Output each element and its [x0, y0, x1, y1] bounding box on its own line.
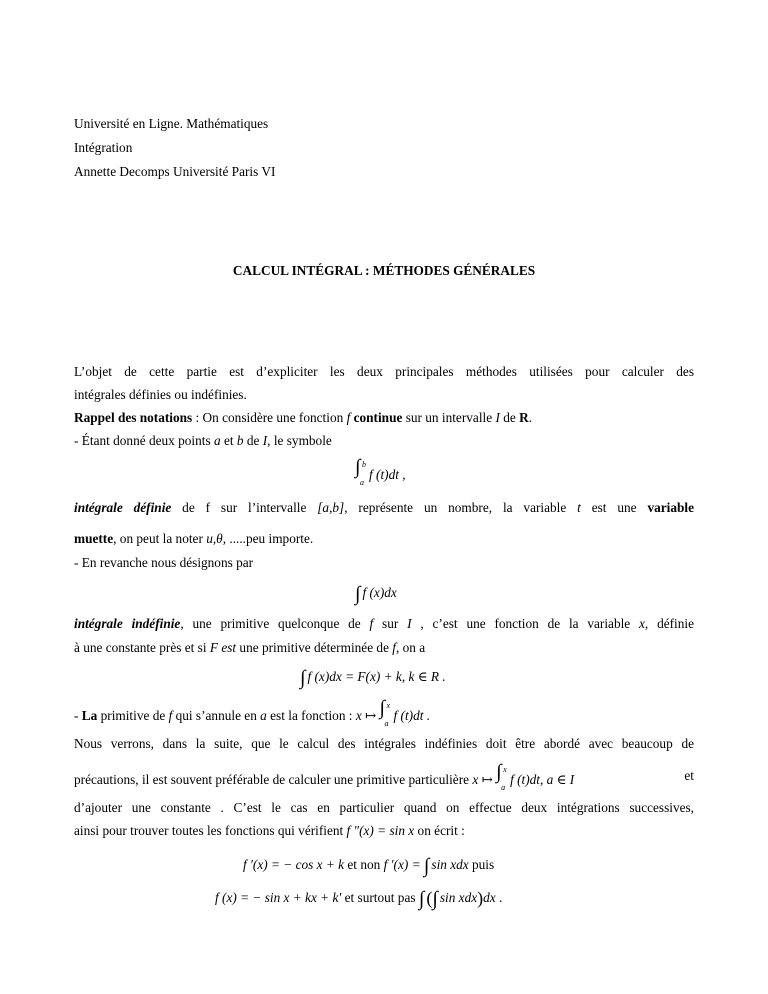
integrand: f (x)dx	[362, 585, 397, 600]
upper-limit: x	[503, 765, 507, 774]
text: puis	[468, 857, 495, 872]
header-line-2: Intégration	[74, 140, 133, 155]
text: sur	[373, 616, 408, 631]
math-b: b	[236, 433, 244, 448]
item-2: - En revanche nous désignons par	[74, 555, 254, 570]
math-f: f	[369, 616, 374, 631]
math-vars: u,θ,	[206, 531, 227, 546]
integral-sign: ∫ b a	[355, 463, 365, 479]
text: .	[528, 410, 533, 425]
text: et	[220, 433, 237, 448]
header-line-1: Université en Ligne. Mathématiques	[74, 116, 269, 131]
text: de	[499, 410, 520, 425]
integrand: sin xdx	[431, 857, 469, 872]
indefinite-def-line	[74, 616, 694, 632]
math-I: I	[495, 410, 500, 425]
integral-sign: ∫ x a	[380, 704, 390, 720]
text: ainsi pour trouver toutes les fonctions qui vérifient	[74, 823, 347, 838]
def-label: intégrale définie	[74, 500, 172, 515]
equation-inline: f ″(x) = sin x	[346, 823, 415, 838]
text: à une constante près et si	[74, 640, 210, 655]
lower-limit: a	[384, 719, 389, 728]
integrand: f (t)dt .	[393, 708, 431, 723]
definite-def-line	[74, 500, 694, 516]
muette-line	[74, 531, 313, 547]
constant-line	[74, 640, 425, 656]
math-f: f	[168, 708, 173, 723]
paren-close: )	[477, 888, 484, 908]
text: .....peu importe.	[226, 531, 314, 546]
text: précautions, il est souvent préférable de calculer une primitive particulière	[74, 772, 470, 787]
equation-body: f (x)dx = F(x) + k, k ∈ R .	[307, 669, 446, 684]
integral-sign: ∫ x a	[496, 768, 506, 784]
equation-definite-integral	[355, 456, 406, 487]
text: , c’est une fonction de la variable	[411, 616, 640, 631]
item-3	[74, 697, 431, 728]
continue-bold: continue	[353, 410, 403, 425]
equation-left: f ′(x) = − cos x + k	[243, 857, 345, 872]
integral-sign-inner: ∫	[432, 888, 438, 910]
equation-function	[215, 888, 503, 910]
integral-sign-outer: ∫	[418, 888, 425, 910]
upper-limit: b	[362, 460, 366, 469]
integrand-outer: dx	[483, 890, 496, 905]
paragraph-2-line-1: Nous verrons, dans la suite, que le calcul des intégrales indéfinies doit être abordé avec beaucoup de	[74, 736, 694, 751]
math-a: a	[260, 708, 267, 723]
muette-bold: muette	[74, 531, 114, 546]
equation-indefinite-integral	[355, 583, 397, 605]
intro-line-1: L’objet de cette partie est d’expliciter les deux principales méthodes utilisées pour calculer des	[74, 364, 694, 379]
header-line-3: Annette Decomps Université Paris VI	[74, 164, 276, 179]
paragraph-2-line-3: d’ajouter une constante . C’est le cas en particulier quand on effectue deux intégrations successives,	[74, 800, 694, 815]
lower-limit: a	[501, 783, 506, 792]
intro-line-2: intégrales définies ou indéfinies.	[74, 387, 247, 402]
upper-limit: x	[386, 701, 391, 710]
interval: [a,b]	[317, 500, 345, 515]
text: et non	[344, 857, 384, 872]
indef-label: intégrale indéfinie	[74, 616, 181, 631]
text: est une	[580, 500, 648, 515]
text: et	[684, 768, 694, 783]
math-t: t	[577, 500, 581, 515]
text: , une primitive quelconque de	[180, 616, 370, 631]
text: qui s’annule en	[172, 708, 261, 723]
text: primitive de	[97, 708, 169, 723]
equation-derivative	[243, 855, 495, 877]
math-a: a	[213, 433, 221, 448]
maps-to: x ↦	[355, 708, 377, 723]
integral-sign: ∫	[423, 855, 430, 877]
integral-sign: ∫	[355, 583, 361, 605]
math-R: R	[519, 410, 529, 425]
integral-sign: ∫	[300, 667, 306, 689]
text: une primitive déterminée de	[236, 640, 393, 655]
text: , représente un nombre, la variable	[344, 500, 578, 515]
text: - Étant donné deux points	[74, 433, 214, 448]
text: définie	[648, 616, 694, 631]
equation-primitive	[300, 667, 446, 689]
text: -	[74, 708, 82, 723]
text: sur un intervalle	[402, 410, 496, 425]
text: , on peut la noter	[113, 531, 207, 546]
rappel-label: Rappel des notations	[74, 410, 193, 425]
math-f: f	[392, 640, 396, 655]
paren-open: (	[426, 888, 433, 908]
text: de f sur l’intervalle	[171, 500, 318, 515]
math-f: f	[346, 410, 351, 425]
lower-limit: a	[360, 478, 364, 487]
math-x: x,	[639, 616, 649, 631]
item-1	[74, 433, 332, 449]
text: de	[243, 433, 263, 448]
text: et surtout pas	[341, 890, 419, 905]
integrand: f (t)dt ,	[369, 467, 406, 482]
text: on écrit :	[414, 823, 465, 838]
paragraph-2-line-2	[74, 761, 694, 792]
text: : On considère une fonction	[192, 410, 347, 425]
variable-bold: variable	[647, 500, 694, 515]
maps-to: x ↦	[472, 772, 493, 787]
text: , on a	[396, 640, 426, 655]
la-bold: La	[81, 708, 98, 723]
rappel-line	[74, 410, 532, 426]
text: , le symbole	[267, 433, 332, 448]
math-I: I	[407, 616, 412, 631]
text: est la fonction :	[266, 708, 356, 723]
paragraph-2-line-4	[74, 823, 465, 839]
text: .	[495, 890, 503, 905]
math-F: F est	[209, 640, 237, 655]
document-title: CALCUL INTÉGRAL : MÉTHODES GÉNÉRALES	[232, 263, 536, 278]
integrand: f (t)dt, a ∈ I	[510, 772, 575, 787]
integrand-inner: sin xdx	[439, 890, 478, 905]
equation-left: f (x) = − sin x + kx + k′	[215, 890, 342, 905]
equation-right: f ′(x) =	[383, 857, 421, 872]
math-I: I	[262, 433, 268, 448]
